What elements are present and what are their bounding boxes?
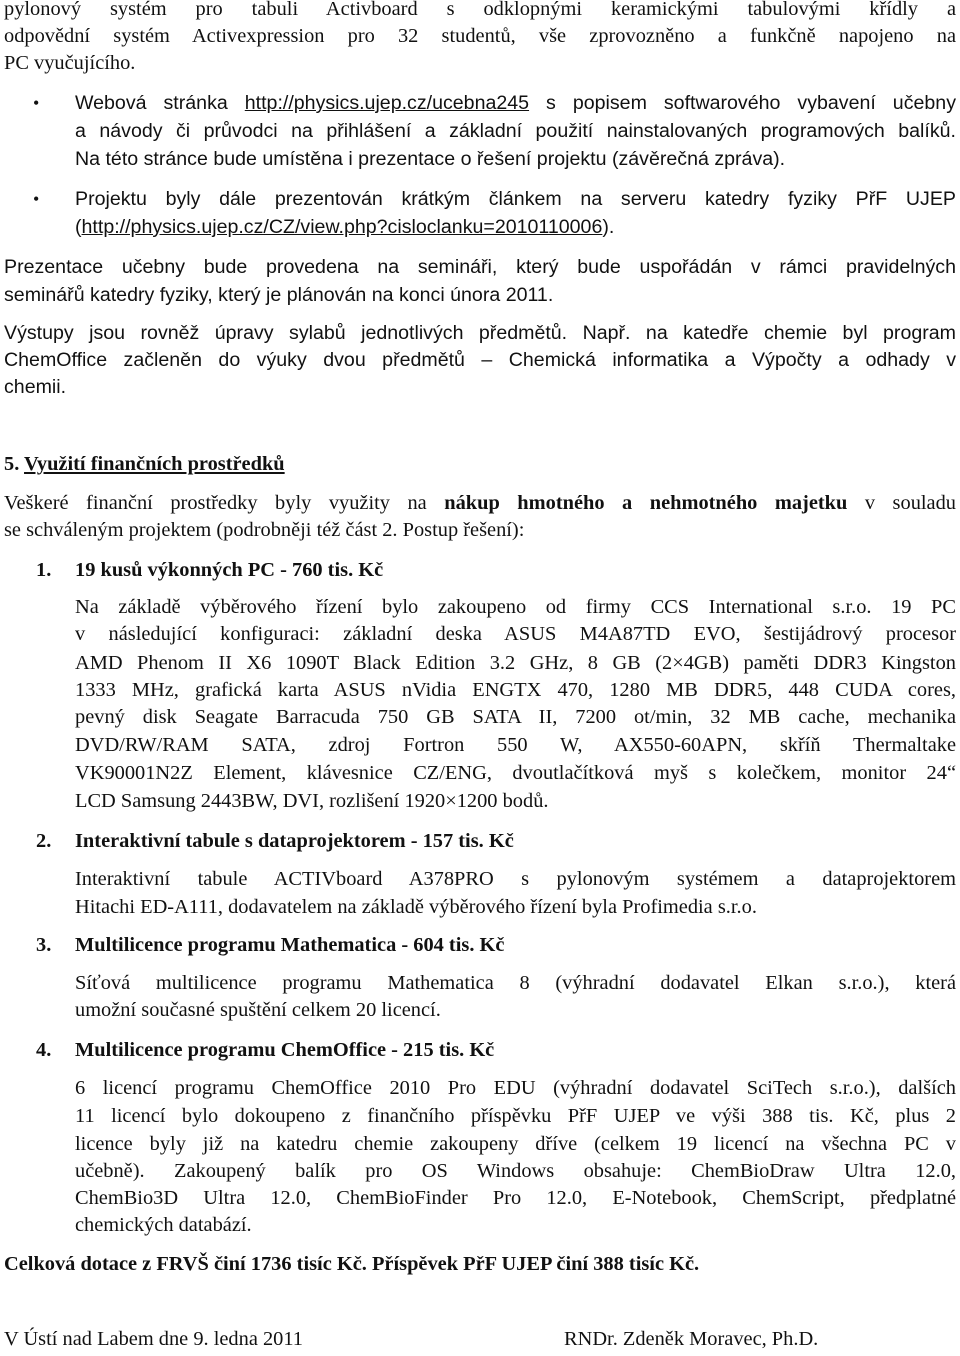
- text-line: Prezentace učebny bude provedena na semináři, který bude uspořádán v rámci pravidelných: [4, 256, 956, 278]
- text-line: Na této stránce bude umístěna i prezentace o řešení projektu (závěrečná zpráva).: [75, 148, 786, 170]
- intro-line: [4, 490, 956, 518]
- item-title: Multilicence programu ChemOffice - 215 tis. Kč: [75, 1039, 495, 1061]
- bullet-icon: •: [33, 93, 40, 113]
- text-line: seminářů katedry fyziky, který je plánován na konci února 2011.: [4, 284, 554, 306]
- text-line: pylonový systém pro tabuli Activboard s odklopnými keramickými tabulovými křídly a: [4, 0, 956, 20]
- item-line: DVD/RW/RAM SATA, zdroj Fortron 550 W, AX550-60APN, skříň Thermaltake: [75, 734, 956, 756]
- item-line: v následující konfiguraci: základní deska ASUS M4A87TD EVO, šestijádrový procesor: [75, 623, 956, 645]
- item-line: Na základě výběrového řízení bylo zakoupeno od firmy CCS International s.r.o. 19 PC: [75, 596, 956, 618]
- item-number: 1.: [36, 559, 52, 581]
- item-line: pevný disk Seagate Barracuda 750 GB SATA II, 7200 ot/min, 32 MB cache, mechanika: [75, 706, 956, 728]
- text-line: PC vyučujícího.: [4, 52, 136, 74]
- text-line: odpovědní systém Activexpression pro 32 studentů, vše zprovozněno a funkčně napojeno na: [4, 25, 956, 47]
- item-number: 2.: [36, 830, 52, 852]
- section-heading: [4, 451, 956, 479]
- article-link[interactable]: http://physics.ujep.cz/CZ/view.php?cisloclanku=2010110006: [81, 216, 603, 238]
- text-line: a návody či průvodci na přihlášení a základní použití nainstalovaných programových balíků.: [75, 120, 956, 142]
- summary-line: Celková dotace z FRVŠ činí 1736 tisíc Kč. Příspěvek PřF UJEP činí 388 tisíc Kč.: [4, 1253, 700, 1275]
- item-line: Síťová multilicence programu Mathematica 8 (výhradní dodavatel Elkan s.r.o.), která: [75, 972, 956, 994]
- intro-text: Veškeré finanční prostředky byly využity na: [4, 492, 445, 514]
- text-line: Výstupy jsou rovněž úpravy sylabů jednotlivých předmětů. Např. na katedře chemie byl program: [4, 322, 956, 344]
- item-line: 11 licencí bylo dokoupeno z finančního příspěvku PřF UJEP ve výši 388 tis. Kč, plus 2: [75, 1105, 956, 1127]
- text-line: ChemOffice začleněn do výuky dvou předmětů – Chemická informatika a Výpočty a odhady v: [4, 349, 956, 371]
- item-line: učebně). Zakoupený balík pro OS Windows obsahuje: ChemBioDraw Ultra 12.0,: [75, 1160, 956, 1182]
- item-line: 1333 MHz, grafická karta ASUS nVidia ENGTX 470, 1280 MB DDR5, 448 CUDA cores,: [75, 679, 956, 701]
- text-line: chemii.: [4, 376, 67, 398]
- footer-place-date: V Ústí nad Labem dne 9. ledna 2011: [4, 1328, 303, 1350]
- item-number: 3.: [36, 934, 52, 956]
- item-line: ChemBio3D Ultra 12.0, ChemBioFinder Pro 12.0, E-Notebook, ChemScript, předplatné: [75, 1187, 956, 1209]
- bullet-icon: •: [33, 189, 40, 209]
- item-line: licence byly již na katedru chemie zakoupeny dříve (celkem 19 licencí na všechna PC v: [75, 1133, 956, 1155]
- item-title: Interaktivní tabule s dataprojektorem - 157 tis. Kč: [75, 830, 514, 852]
- item-line: VK90001N2Z Element, klávesnice CZ/ENG, dvoutlačítková myš s kolečkem, monitor 24“: [75, 762, 956, 784]
- section-title: Využití finančních prostředků: [24, 453, 285, 475]
- item-line: LCD Samsung 2443BW, DVI, rozlišení 1920×1200 bodů.: [75, 790, 549, 812]
- intro-bold: nákup hmotného a nehmotného majetku: [444, 492, 848, 514]
- footer-author: RNDr. Zdeněk Moravec, Ph.D.: [564, 1328, 819, 1350]
- bullet-line: [75, 214, 956, 242]
- ucebna-link[interactable]: http://physics.ujep.cz/ucebna245: [244, 92, 530, 114]
- item-number: 4.: [36, 1039, 52, 1061]
- item-line: AMD Phenom II X6 1090T Black Edition 3.2 GHz, 8 GB (2×4GB) paměti DDR3 Kingston: [75, 652, 956, 674]
- section-number: 5.: [4, 453, 25, 475]
- item-line: umožní současné spuštění celkem 20 licencí.: [75, 999, 441, 1021]
- item-title: 19 kusů výkonných PC - 760 tis. Kč: [75, 559, 384, 581]
- text-line: se schváleným projektem (podrobněji též část 2. Postup řešení):: [4, 519, 525, 541]
- item-line: chemických databází.: [75, 1214, 252, 1236]
- item-line: Interaktivní tabule ACTIVboard A378PRO s pylonovým systémem a dataprojektorem: [75, 868, 956, 890]
- bullet-text: s popisem softwarového vybavení učebny: [529, 92, 956, 114]
- text-line: Projektu byly dále prezentován krátkým článkem na serveru katedry fyziky PřF UJEP: [75, 188, 956, 210]
- item-title: Multilicence programu Mathematica - 604 tis. Kč: [75, 934, 505, 956]
- item-line: 6 licencí programu ChemOffice 2010 Pro EDU (výhradní dodavatel SciTech s.r.o.), dalších: [75, 1077, 956, 1099]
- bullet-text: Webová stránka: [75, 92, 245, 114]
- intro-text: v souladu: [847, 492, 956, 514]
- item-line: Hitachi ED-A111, dodavatelem na základě výběrového řízení byla Profimedia s.r.o.: [75, 896, 757, 918]
- bracket-text: ).: [602, 216, 615, 238]
- bracket-text: (: [75, 216, 82, 238]
- bullet-line: [75, 90, 956, 118]
